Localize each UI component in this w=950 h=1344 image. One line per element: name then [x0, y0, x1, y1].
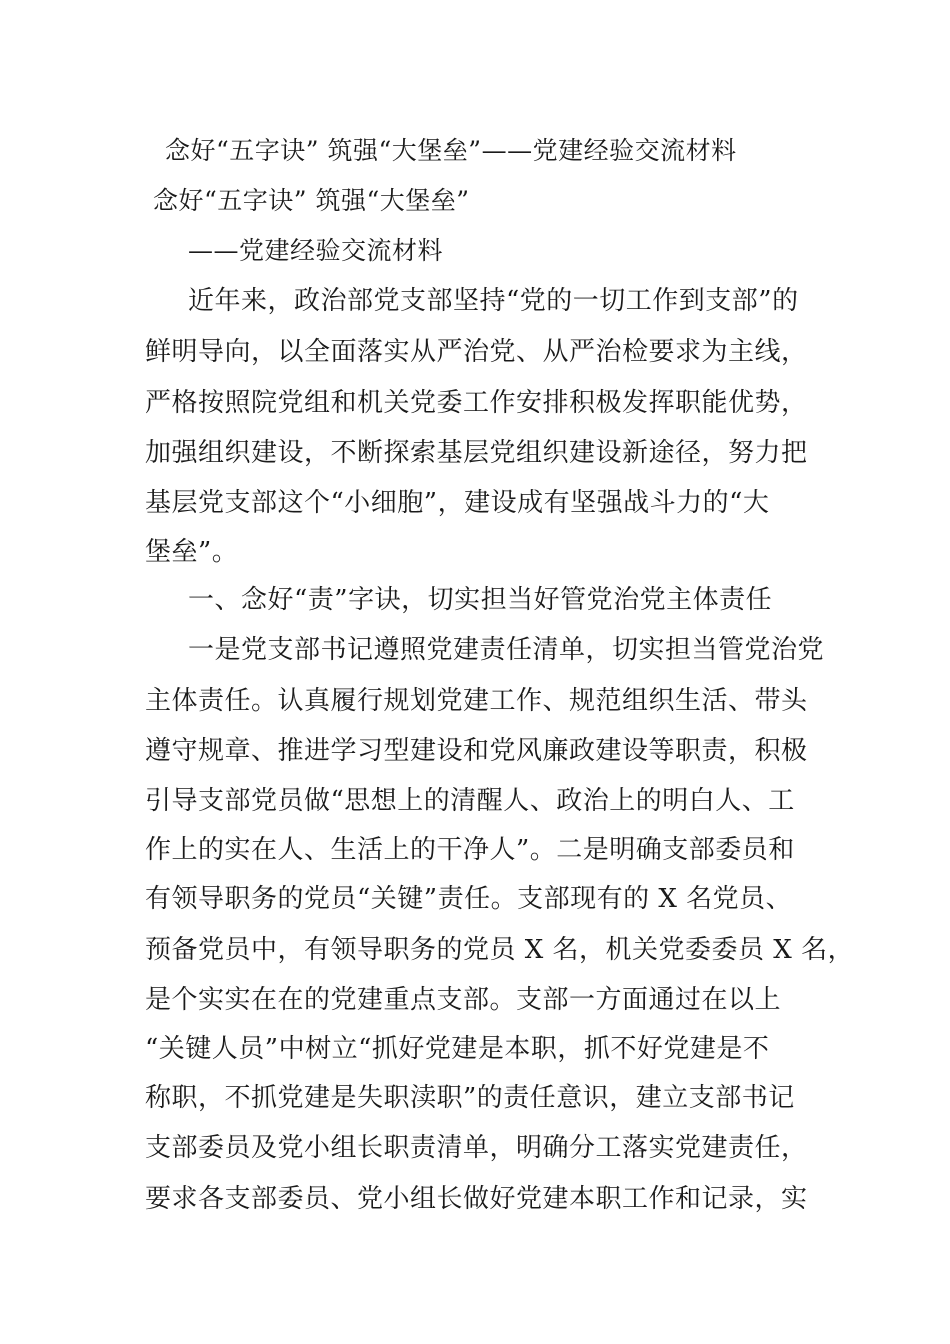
body-line: 遵守规章、推进学习型建设和党风廉政建设等职责，积极: [145, 736, 808, 766]
body-line: 作上的实在人、生活上的干净人”。二是明确支部委员和: [145, 835, 795, 865]
body-line: 基层党支部这个“小细胞”，建设成有坚强战斗力的“大: [145, 488, 770, 518]
body-line: 有领导职务的党员“关键”责任。支部现有的 X 名党员、: [145, 884, 793, 914]
body-line: 称职，不抓党建是失职渎职”的责任意识，建立支部书记: [145, 1083, 795, 1113]
body-line: 支部委员及党小组长职责清单，明确分工落实党建责任，: [145, 1133, 808, 1163]
body-line: “关键人员”中树立“抓好党建是本职，抓不好党建是不: [145, 1034, 770, 1064]
body-line: 堡垒”。: [145, 537, 239, 567]
body-line: 加强组织建设，不断探索基层党组织建设新途径，努力把: [145, 438, 808, 468]
body-line: 预备党员中，有领导职务的党员 X 名，机关党委委员 X 名，: [145, 935, 855, 965]
body-line: 近年来，政治部党支部坚持“党的一切工作到支部”的: [188, 286, 799, 316]
document-title-line: 念好“五字诀” 筑强“大堡垒”——党建经验交流材料: [165, 136, 737, 165]
document-main-title: 念好“五字诀” 筑强“大堡垒”: [153, 186, 470, 215]
body-line: 要求各支部委员、党小组长做好党建本职工作和记录，实: [145, 1184, 808, 1214]
body-line: 鲜明导向，以全面落实从严治党、从严治检要求为主线，: [145, 337, 808, 367]
body-line: 是个实实在在的党建重点支部。支部一方面通过在以上: [145, 985, 782, 1015]
body-line: 主体责任。认真履行规划党建工作、规范组织生活、带头: [145, 686, 808, 716]
body-line: 引导支部党员做“思想上的清醒人、政治上的明白人、工: [145, 786, 795, 816]
body-line: 一是党支部书记遵照党建责任清单，切实担当管党治党: [188, 635, 825, 665]
section-heading: 一、念好“责”字诀，切实担当好管党治党主体责任: [188, 585, 773, 615]
body-line: 严格按照院党组和机关党委工作安排积极发挥职能优势，: [145, 388, 808, 418]
document-subtitle: ——党建经验交流材料: [188, 236, 444, 265]
